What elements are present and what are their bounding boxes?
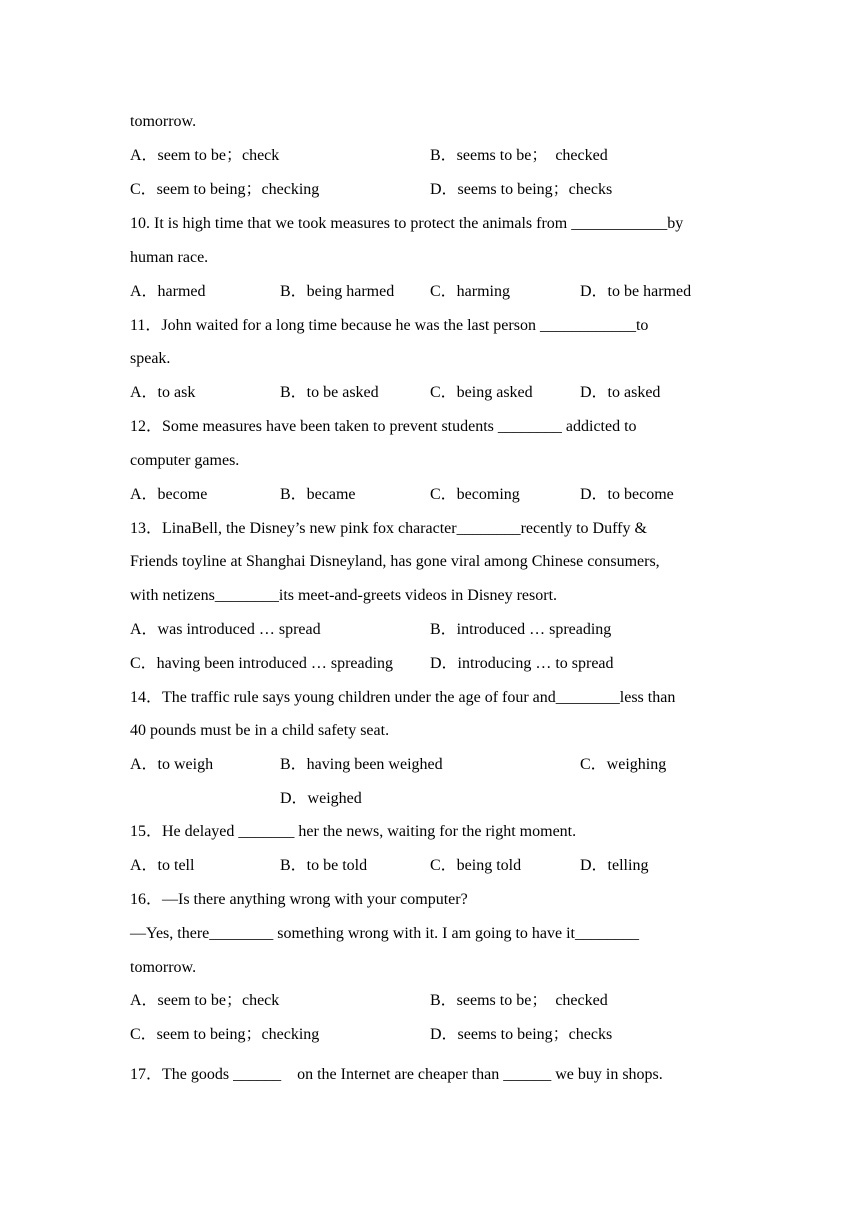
q16-option-c: C．seem to being；checking bbox=[130, 1026, 320, 1043]
q13-option-a: A．was introduced … spread bbox=[130, 621, 321, 638]
q15-stem-line1: 15．He delayed _______ her the news, waiting for the right moment. bbox=[130, 823, 577, 840]
q9-option-d: D．seems to being；checks bbox=[430, 181, 613, 198]
q12-stem-line1: 12．Some measures have been taken to prevent students ________ addicted to bbox=[130, 418, 637, 435]
q9-option-c: C．seem to being；checking bbox=[130, 181, 320, 198]
q10-option-c: C．harming bbox=[430, 283, 510, 300]
q11-stem-line1: 11．John waited for a long time because he was the last person ____________to bbox=[130, 317, 649, 334]
continuation-text: tomorrow. bbox=[130, 113, 197, 130]
q13-option-d: D．introducing … to spread bbox=[430, 655, 614, 672]
q11-option-c: C．being asked bbox=[430, 384, 533, 401]
q13-stem-line2: Friends toyline at Shanghai Disneyland, has gone viral among Chinese consumers, bbox=[130, 553, 660, 570]
q16-option-d: D．seems to being；checks bbox=[430, 1026, 613, 1043]
q15-option-a: A．to tell bbox=[130, 857, 195, 874]
q14-option-a: A．to weigh bbox=[130, 756, 214, 773]
q10-option-d: D．to be harmed bbox=[580, 283, 692, 300]
q15-option-d: D．telling bbox=[580, 857, 649, 874]
q12-option-b: B．became bbox=[280, 486, 356, 503]
q14-option-b: B．having been weighed bbox=[280, 756, 443, 773]
q14-stem-line1: 14．The traffic rule says young children under the age of four and________less than bbox=[130, 689, 676, 706]
q10-option-b: B．being harmed bbox=[280, 283, 395, 300]
q10-stem-line1: 10. It is high time that we took measures to protect the animals from ____________by bbox=[130, 215, 684, 232]
q13-stem-line3: with netizens________its meet-and-greets videos in Disney resort. bbox=[130, 587, 558, 604]
q12-option-a: A．become bbox=[130, 486, 208, 503]
q10-stem-line2: human race. bbox=[130, 249, 209, 266]
q15-option-c: C．being told bbox=[430, 857, 522, 874]
q9-option-b: B．seems to be； checked bbox=[430, 147, 608, 164]
q14-option-c: C．weighing bbox=[580, 756, 667, 773]
q12-option-c: C．becoming bbox=[430, 486, 520, 503]
q12-option-d: D．to become bbox=[580, 486, 674, 503]
q15-option-b: B．to be told bbox=[280, 857, 368, 874]
q11-option-a: A．to ask bbox=[130, 384, 196, 401]
q14-option-d: D．weighed bbox=[280, 790, 362, 807]
q14-stem-line2: 40 pounds must be in a child safety seat. bbox=[130, 722, 390, 739]
q16-stem-line2: —Yes, there________ something wrong with it. I am going to have it________ bbox=[130, 925, 639, 942]
q16-stem-line3: tomorrow. bbox=[130, 959, 197, 976]
q9-option-a: A．seem to be；check bbox=[130, 147, 280, 164]
q11-option-b: B．to be asked bbox=[280, 384, 379, 401]
q11-option-d: D．to asked bbox=[580, 384, 661, 401]
q12-stem-line2: computer games. bbox=[130, 452, 240, 469]
q13-option-b: B．introduced … spreading bbox=[430, 621, 612, 638]
q13-stem-line1: 13．LinaBell, the Disney’s new pink fox character________recently to Duffy & bbox=[130, 520, 647, 537]
q16-option-a: A．seem to be；check bbox=[130, 992, 280, 1009]
q13-option-c: C．having been introduced … spreading bbox=[130, 655, 394, 672]
q16-option-b: B．seems to be； checked bbox=[430, 992, 608, 1009]
q17-stem-line1: 17．The goods ______ on the Internet are cheaper than ______ we buy in shops. bbox=[130, 1066, 663, 1083]
q11-stem-line2: speak. bbox=[130, 350, 171, 367]
q10-option-a: A．harmed bbox=[130, 283, 206, 300]
q16-stem-line1: 16．—Is there anything wrong with your computer? bbox=[130, 891, 468, 908]
